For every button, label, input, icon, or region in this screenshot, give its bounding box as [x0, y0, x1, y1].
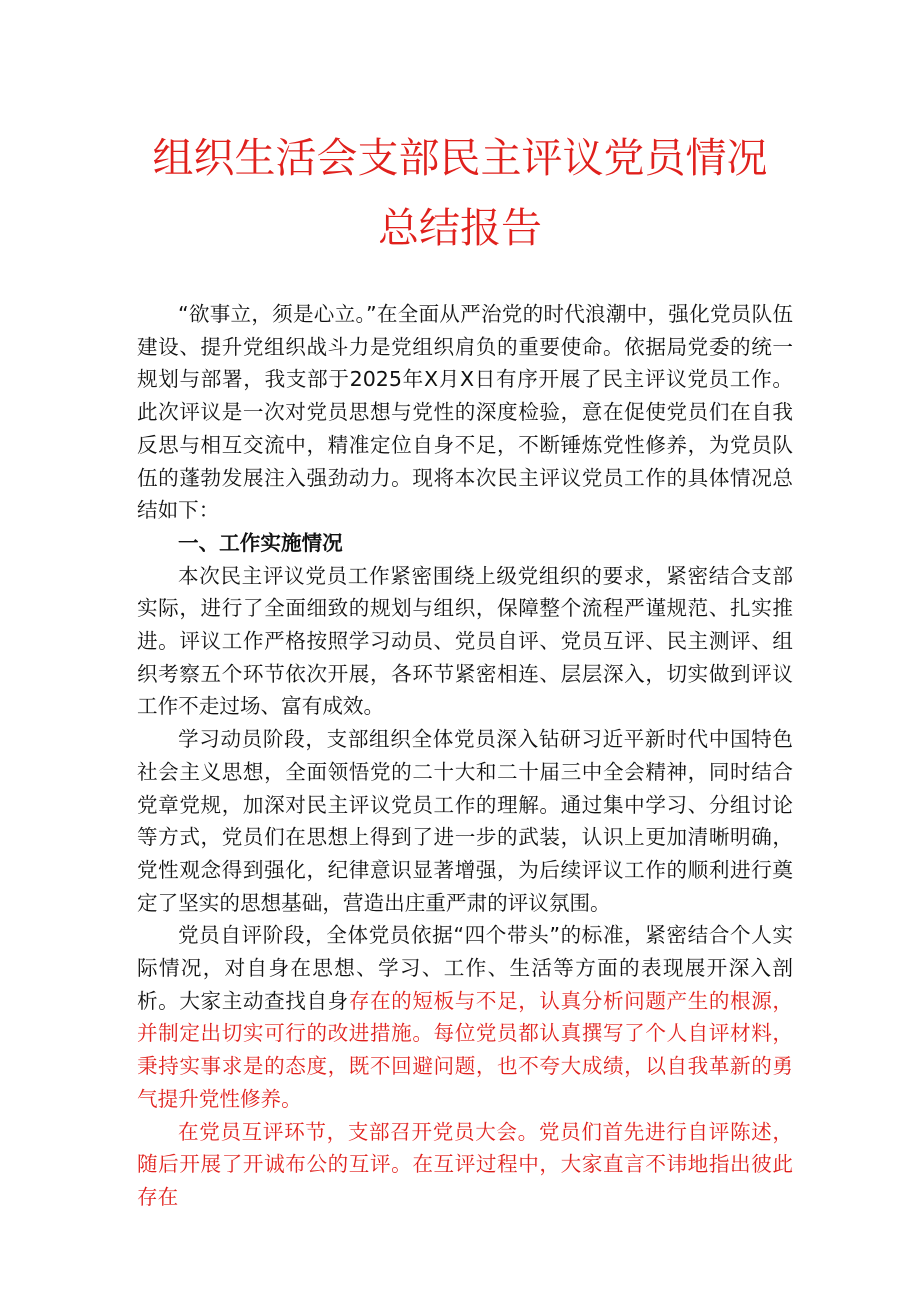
document-title-line2: 总结报告: [378, 204, 542, 252]
self-evaluation-text: 党员自评阶段，全体党员依据“四个带头”的标准，紧密结合个人实际情况，对自身在思想、学习、工作、生活等方面的表现展开深入剖析。大家主动查找自身: [137, 923, 793, 1013]
section-heading: 一、工作实施情况: [178, 530, 343, 555]
document-body: [137, 298, 793, 1214]
paragraph-overview: 本次民主评议党员工作紧密围绕上级党组织的要求，紧密结合支部实际，进行了全面细致的规划与组织，保障整个流程严谨规范、扎实推进。评议工作严格按照学习动员、党员自评、党员互评、民主测评、组织考察五个环节依次开展，各环节紧密相连、层层深入，切实做到评议工作不走过场、富有成效。: [137, 563, 793, 719]
intro-paragraph: “欲事立，须是心立。”在全面从严治党的时代浪潮中，强化党员队伍建设、提升党组织战斗力是党组织肩负的重要使命。依据局党委的统一规划与部署，我支部于2025年X月X日有序开展了民主评议党员工作。此次评议是一次对党员思想与党性的深度检验，意在促使党员们在自我反思与相互交流中，精准定位自身不足，不断锤炼党性修养，为党员队伍的蓬勃发展注入强劲动力。现将本次民主评议党员工作的具体情况总结如下：: [137, 302, 793, 523]
paragraph-mutual-evaluation: 在党员互评环节，支部召开党员大会。党员们首先进行自评陈述，随后开展了开诚布公的互评。在互评过程中，大家直言不讳地指出彼此存在: [137, 1119, 793, 1209]
document-title-line1: 组织生活会支部民主评议党员情况: [152, 134, 768, 182]
paragraph-study-mobilization: 学习动员阶段，支部组织全体党员深入钻研习近平新时代中国特色社会主义思想，全面领悟党的二十大和二十届三中全会精神，同时结合党章党规，加深对民主评议党员工作的理解。通过集中学习、分组讨论等方式，党员们在思想上得到了进一步的武装，认识上更加清晰明确，党性观念得到强化，纪律意识显著增强，为后续评议工作的顺利进行奠定了坚实的思想基础，营造出庄重严肃的评议氛围。: [137, 727, 793, 915]
self-evaluation-highlight: 存在的短板与不足，认真分析问题产生的根源，并制定出切实可行的改进措施。每位党员都认真撰写了个人自评材料，秉持实事求是的态度，既不回避问题，也不夸大成绩，以自我革新的勇气提升党性修养。: [137, 988, 794, 1111]
paragraph-self-evaluation: [137, 919, 793, 1115]
